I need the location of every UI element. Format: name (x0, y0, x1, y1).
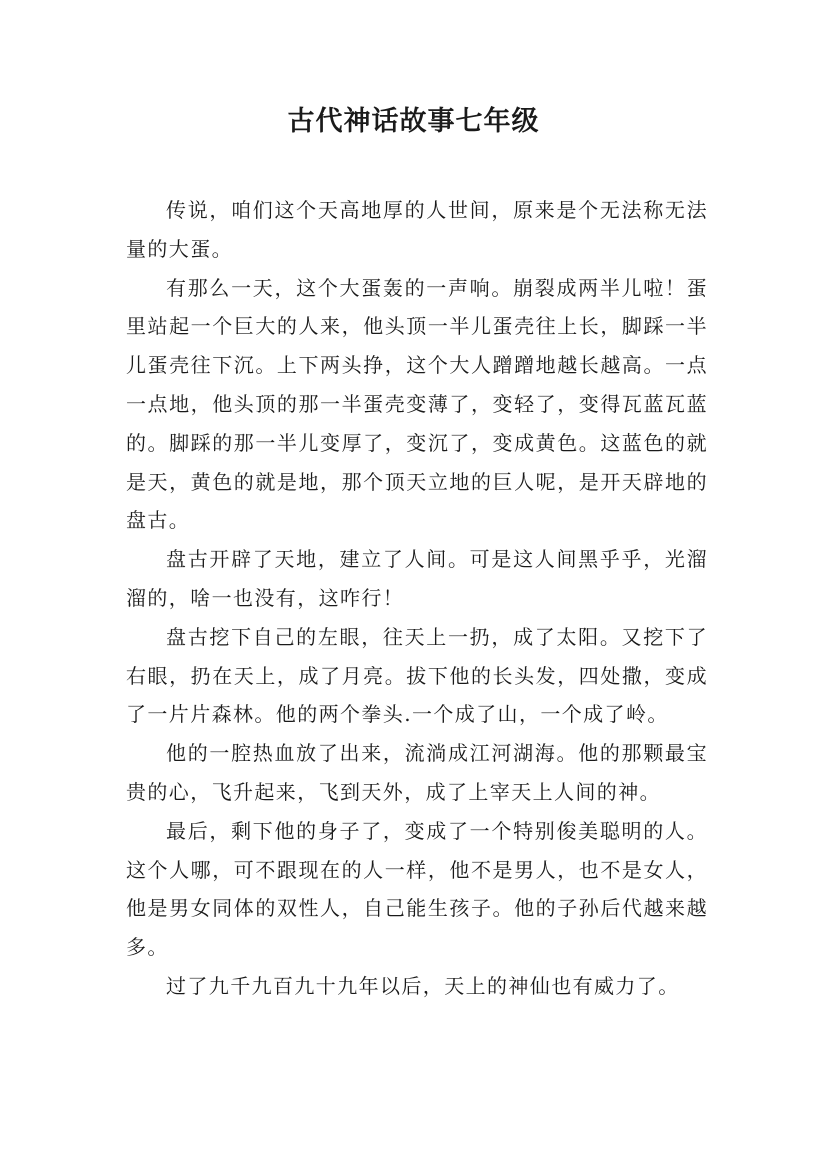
paragraph: 传说，咱们这个天高地厚的人世间，原来是个无法称无法量的大蛋。 (126, 198, 708, 261)
document-body (126, 191, 708, 1006)
document-title: 古代神话故事七年级 (287, 106, 540, 137)
paragraph: 最后，剩下他的身子了，变成了一个特别俊美聪明的人。这个人哪，可不跟现在的人一样，他不是男人，也不是女人，他是男女同体的双性人，自己能生孩子。他的子孙后代越来越多。 (126, 818, 708, 960)
paragraph: 盘古开辟了天地，建立了人间。可是这人间黑乎乎，光溜溜的，啥一也没有，这咋行！ (126, 547, 708, 610)
paragraph: 有那么一天，这个大蛋轰的一声响。崩裂成两半儿啦！蛋里站起一个巨大的人来，他头顶一半儿蛋壳往上长，脚踩一半儿蛋壳往下沉。上下两头挣，这个大人蹭蹭地越长越高。一点一点地，他头顶的那一半蛋壳变薄了，变轻了，变得瓦蓝瓦蓝的。脚踩的那一半儿变厚了，变沉了，变成黄色。这蓝色的就是天，黄色的就是地，那个顶天立地的巨人呢，是开天辟地的盘古。 (126, 275, 708, 533)
paragraph: 他的一腔热血放了出来，流淌成江河湖海。他的那颗最宝贵的心，飞升起来，飞到天外，成了上宰天上人间的神。 (126, 741, 708, 804)
paragraph: 过了九千九百九十九年以后，天上的神仙也有威力了。 (166, 973, 680, 998)
paragraph: 盘古挖下自己的左眼，往天上一扔，成了太阳。又挖下了右眼，扔在天上，成了月亮。拔下他的长头发，四处撒，变成了一片片森林。他的两个拳头.一个成了山，一个成了岭。 (126, 624, 708, 727)
